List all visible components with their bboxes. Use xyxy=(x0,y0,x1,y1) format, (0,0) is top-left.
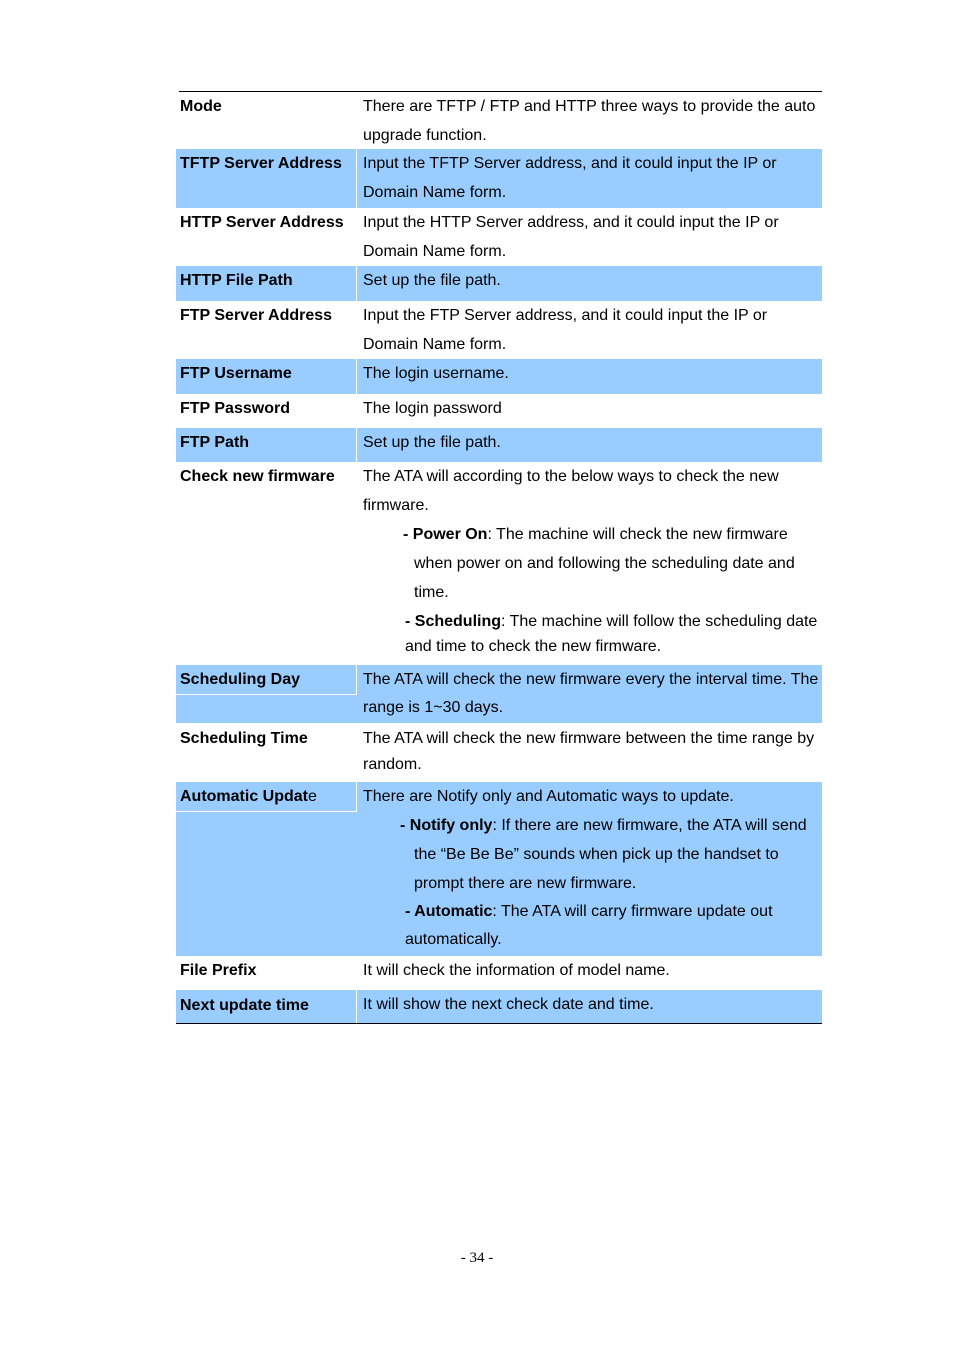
item-notify-only: - Notify only: If there are new firmware, the ATA will send xyxy=(400,817,807,834)
desc-http-file-path: Set up the file path. xyxy=(363,272,501,289)
label-ftp-server-address: FTP Server Address xyxy=(180,307,333,324)
item-scheduling: - Scheduling: The machine will follow the scheduling date xyxy=(405,613,818,630)
row-scheduling-day xyxy=(176,665,822,723)
item-automatic: - Automatic: The ATA will carry firmware update out xyxy=(405,903,773,920)
label-ftp-path: FTP Path xyxy=(176,428,357,462)
row-mode xyxy=(176,92,822,149)
row-check-new-firmware xyxy=(176,462,822,665)
label-mode: Mode xyxy=(180,98,222,115)
row-http-file-path xyxy=(176,266,822,301)
row-next-update-time xyxy=(176,990,822,1023)
item-power-on: - Power On: The machine will check the new firmware xyxy=(403,526,788,543)
label-tftp-server-address: TFTP Server Address xyxy=(176,149,357,208)
row-file-prefix xyxy=(176,956,822,990)
label-next-update-time: Next update time xyxy=(176,990,357,1023)
desc-scheduling-day: The ATA will check the new firmware every the interval time. The range is 1~30 days. xyxy=(363,671,819,716)
desc-automatic-update: There are Notify only and Automatic ways to update. - Notify only: If there are new firmware, the ATA will send the “Be Be Be” sounds when pick up the handset to prompt there are new firmware. - Automatic: The ATA will carry firmware update out automatically. xyxy=(363,782,822,953)
desc-ftp-server-address: Input the FTP Server address, and it could input the IP or Domain Name form. xyxy=(363,307,768,353)
label-automatic-update: Automatic Update xyxy=(176,782,357,812)
desc-mode: There are TFTP / FTP and HTTP three ways to provide the auto upgrade function. xyxy=(363,98,816,144)
row-ftp-path xyxy=(176,428,822,462)
desc-ftp-password: The login password xyxy=(363,400,502,417)
desc-scheduling-time: The ATA will check the new firmware between the time range by random. xyxy=(363,730,815,773)
page-number: - 34 - xyxy=(460,1250,494,1266)
label-ftp-username: FTP Username xyxy=(176,359,357,394)
row-automatic-update xyxy=(176,782,822,956)
row-ftp-server-address xyxy=(176,301,822,359)
label-http-server-address: HTTP Server Address xyxy=(180,214,344,231)
row-http-server-address xyxy=(176,208,822,266)
label-http-file-path: HTTP File Path xyxy=(176,266,357,301)
row-scheduling-time xyxy=(176,723,822,782)
label-ftp-password: FTP Password xyxy=(180,400,290,417)
label-check-new-firmware: Check new firmware xyxy=(180,468,335,485)
desc-next-update-time: It will show the next check date and time. xyxy=(363,996,654,1013)
row-ftp-password xyxy=(176,394,822,428)
desc-check-new-firmware: The ATA will according to the below ways to check the new firmware. - Power On: The machine will check the new firmware when power on and following the scheduling date and time. - Scheduling: The machine will follow the scheduling date and time to check the new firmware. xyxy=(363,462,822,657)
table-bottom-border xyxy=(176,1023,822,1024)
desc-tftp-server-address: Input the TFTP Server address, and it could input the IP or Domain Name form. xyxy=(363,155,777,201)
label-scheduling-day: Scheduling Day xyxy=(176,665,357,695)
label-scheduling-time: Scheduling Time xyxy=(180,730,308,747)
row-tftp-server-address xyxy=(176,149,822,208)
desc-ftp-username: The login username. xyxy=(363,365,509,382)
row-ftp-username xyxy=(176,359,822,394)
desc-http-server-address: Input the HTTP Server address, and it could input the IP or Domain Name form. xyxy=(363,214,779,260)
label-file-prefix: File Prefix xyxy=(180,962,257,979)
desc-file-prefix: It will check the information of model name. xyxy=(363,962,670,979)
desc-ftp-path: Set up the file path. xyxy=(363,434,501,451)
